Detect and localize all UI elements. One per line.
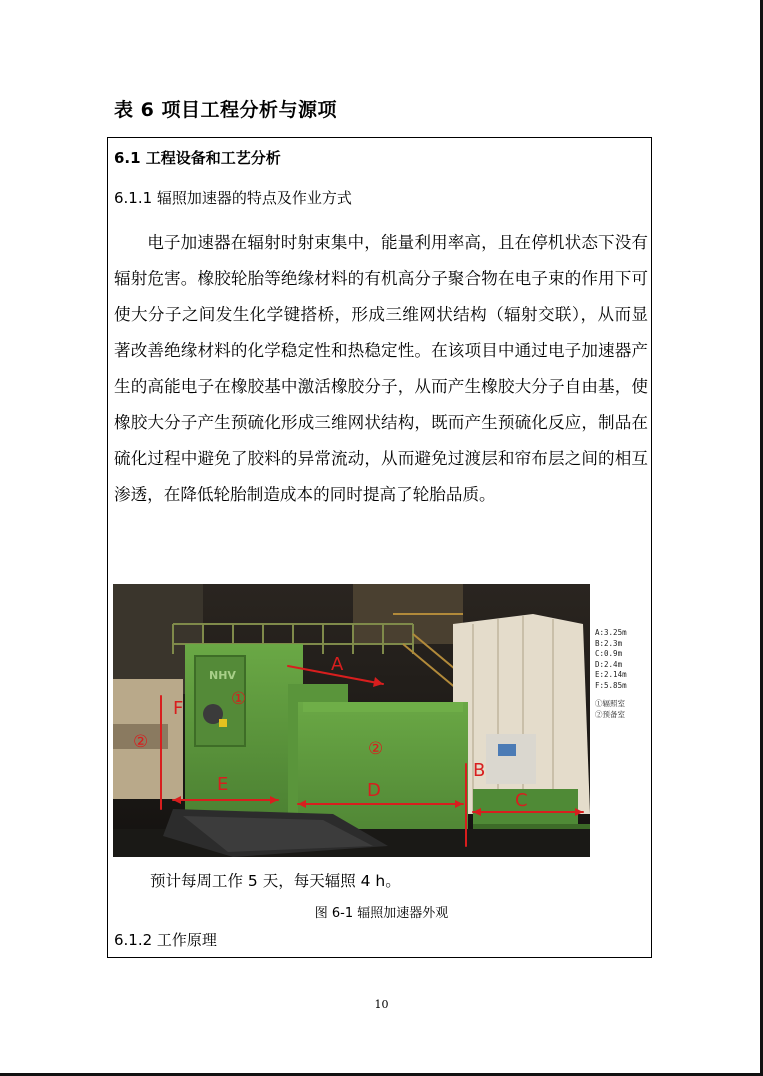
dim-label-b: B	[473, 760, 486, 781]
dim-label-c: C	[515, 790, 528, 811]
legend-item-d: D:2.4m	[595, 659, 623, 669]
legend-item-f: F:5.85m	[595, 680, 627, 690]
legend-zone-1: ①辐照室	[595, 699, 625, 708]
figure-legend	[595, 628, 655, 720]
zone-marker-2-center: ②	[368, 739, 384, 759]
dim-label-a: A	[331, 654, 344, 675]
dim-label-f: F	[173, 698, 184, 719]
subsection-heading-2: 6.1.2 工作原理	[114, 931, 217, 949]
accelerator-photo	[113, 584, 590, 857]
section-heading: 6.1 工程设备和工艺分析	[114, 149, 281, 167]
subsection-heading-1: 6.1.1 辐照加速器的特点及作业方式	[114, 189, 352, 207]
legend-zone-2: ②预备室	[595, 709, 625, 719]
zone-marker-1: ①	[231, 689, 247, 709]
body-paragraph: 电子加速器在辐射时射束集中，能量利用率高，且在停机状态下没有辐射危害。橡胶轮胎等绝缘材料的有机高分子聚合物在电子束的作用下可使大分子之间发生化学键搭桥，形成三维网状结构（辐射交联），从而显著改善绝缘材料的化学稳定性和热稳定性。在该项目中通过电子加速器产生的高能电子在橡胶基中激活橡胶分子，从而产生橡胶大分子自由基，使橡胶大分子产生预硫化形成三维网状结构，既而产生预硫化反应，制品在硫化过程中避免了胶料的异常流动，从而避免过渡层和帘布层之间的相互渗透，在降低轮胎制造成本的同时提高了轮胎品质。	[114, 233, 648, 504]
dim-label-e: E	[217, 774, 229, 795]
legend-item-a: A:3.25m	[595, 628, 627, 637]
page-number: 10	[374, 998, 389, 1011]
schedule-note: 预计每周工作 5 天，每天辐照 4 h。	[150, 872, 401, 890]
legend-item-b: B:2.3m	[595, 638, 623, 648]
legend-item-c: C:0.9m	[595, 649, 623, 658]
zone-marker-2-left: ②	[133, 732, 149, 752]
machine-logo-text: NHV	[209, 669, 236, 682]
table-title: 表 6 项目工程分析与源项	[114, 99, 337, 121]
legend-item-e: E:2.14m	[595, 670, 627, 679]
dim-label-d: D	[367, 780, 381, 801]
figure-caption: 图 6-1 辐照加速器外观	[314, 906, 449, 921]
